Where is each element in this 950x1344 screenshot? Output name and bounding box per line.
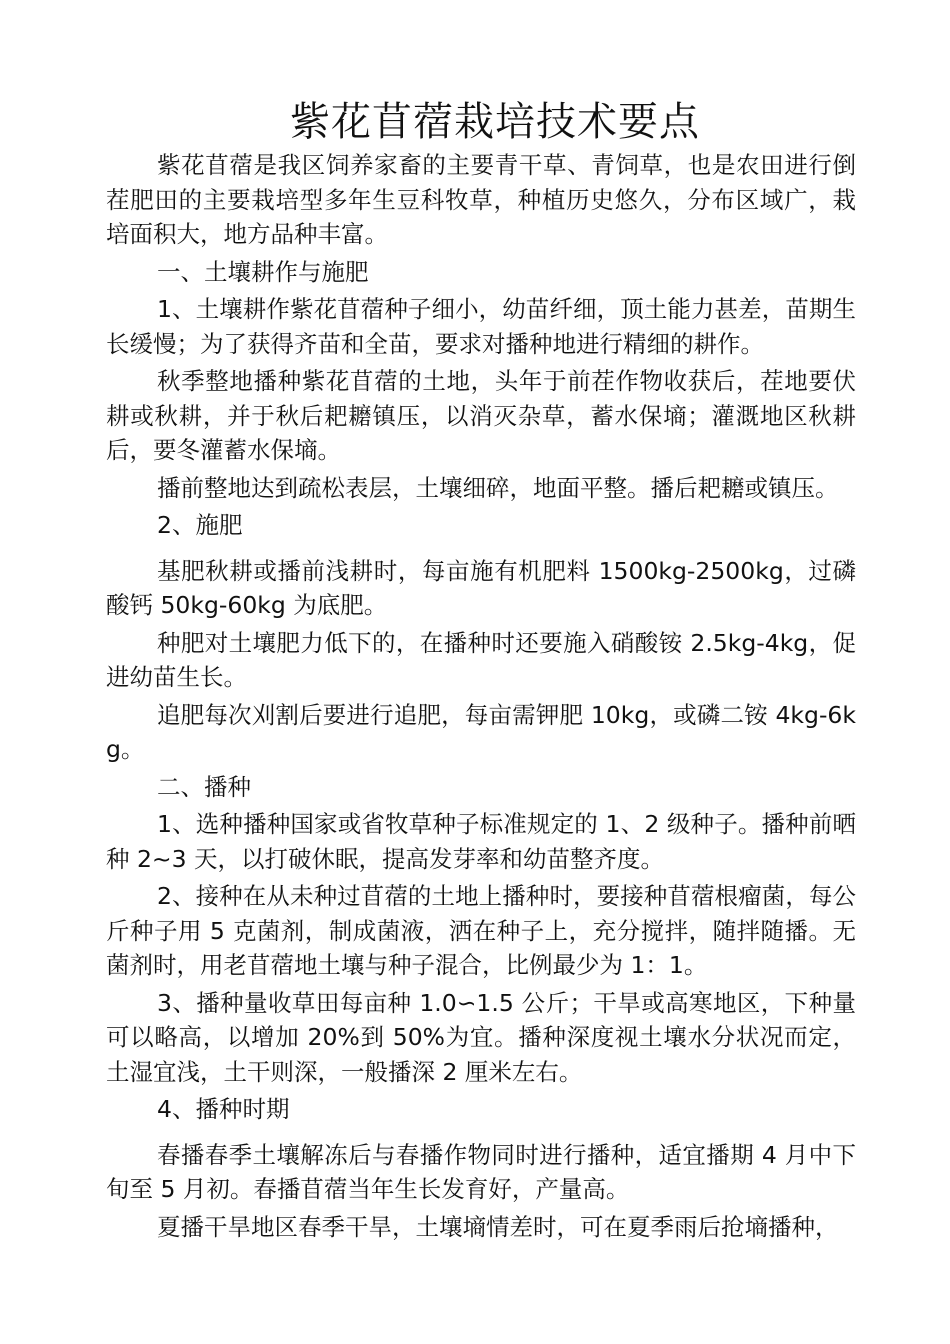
paragraph-soil-tillage: 1、土壤耕作紫花苜蓿种子细小，幼苗纤细，顶土能力甚差，苗期生长缓慢；为了获得齐苗和全苗，要求对播种地进行精细的耕作。 [106,295,856,358]
paragraph-top-dressing: 追肥每次刈割后要进行追肥，每亩需钾肥 10kg，或磷二铵 4kg-6kg。 [106,700,856,763]
section-heading-soil: 一、土壤耕作与施肥 [157,257,369,286]
paragraph-summer-sowing: 夏播干旱地区春季干旱，土壤墒情差时，可在夏季雨后抢墒播种， [157,1212,839,1241]
paragraph-inoculation: 2、接种在从未种过苜蓿的土地上播种时，要接种苜蓿根瘤菌，每公斤种子用 5 克菌剂，制成菌液，洒在种子上，充分搅拌，随拌随播。无菌剂时，用老苜蓿地土壤与种子混合，比例最少为 1：1。 [106,882,856,979]
paragraph-base-fertilizer: 基肥秋耕或播前浅耕时，每亩施有机肥料 1500kg-2500kg，过磷酸钙 50kg-60kg 为底肥。 [106,556,856,619]
paragraph-autumn-prep: 秋季整地播种紫花苜蓿的土地，头年于前茬作物收获后，茬地要伏耕或秋耕，并于秋后耙耱镇压，以消灭杂草，蓄水保墒；灌溉地区秋耕后，要冬灌蓄水保墒。 [106,367,856,464]
paragraph-seed-selection: 1、选种播种国家或省牧草种子标准规定的 1、2 级种子。播种前晒种 2~3 天，以打破休眠，提高发芽率和幼苗整齐度。 [106,810,856,873]
paragraph-intro: 紫花苜蓿是我区饲养家畜的主要青干草、青饲草，也是农田进行倒茬肥田的主要栽培型多年生豆科牧草，种植历史悠久，分布区域广，栽培面积大，地方品种丰富。 [106,151,856,248]
section-heading-sowing: 二、播种 [157,772,251,801]
subheading-fertilizer: 2、施肥 [157,511,243,539]
paragraph-spring-sowing: 春播春季土壤解冻后与春播作物同时进行播种，适宜播期 4 月中下旬至 5 月初。春播苜蓿当年生长发育好，产量高。 [106,1140,856,1203]
paragraph-pre-sowing: 播前整地达到疏松表层，土壤细碎，地面平整。播后耙耱或镇压。 [157,473,839,502]
document-body [106,148,856,1244]
subheading-sowing-time: 4、播种时期 [157,1095,290,1123]
paragraph-seeding-rate: 3、播种量收草田每亩种 1.0∽1.5 公斤；干旱或高寒地区，下种量可以略高，以增加 20%到 50%为宜。播种深度视土壤水分状况而定，土湿宜浅，土干则深，一般播深 2 厘米左右。 [106,988,856,1086]
paragraph-seed-fertilizer: 种肥对土壤肥力低下的，在播种时还要施入硝酸铵 2.5kg-4kg，促进幼苗生长。 [106,628,856,691]
document-title: 紫花苜蓿栽培技术要点 [290,99,700,145]
